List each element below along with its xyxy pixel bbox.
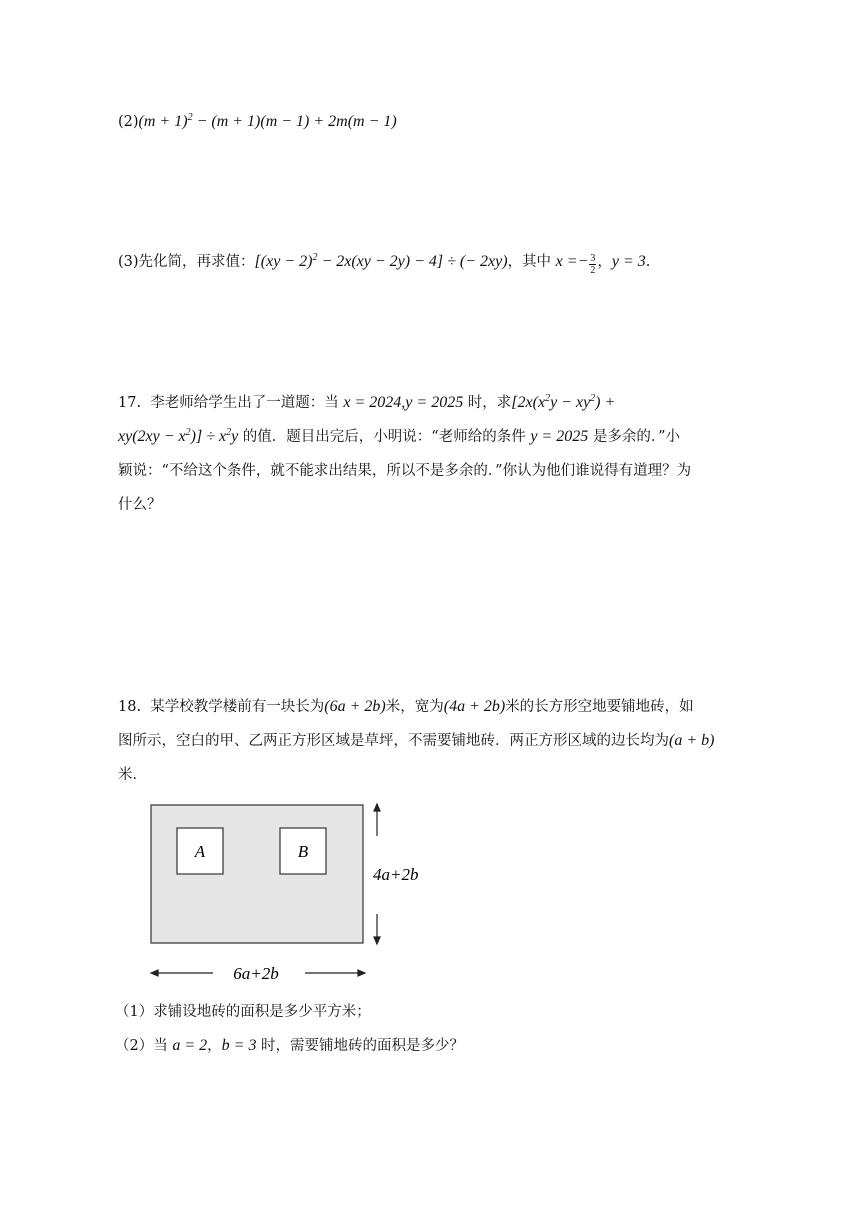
- text-fragment: （2）当: [115, 1038, 173, 1054]
- text-fragment: 时，需要铺地砖的面积是多少？: [256, 1038, 465, 1054]
- rectangle-figure: [140, 798, 440, 993]
- math-expression: x = 2024,y = 2025: [343, 394, 464, 411]
- q17-line-2: [118, 427, 680, 447]
- part-label: (3): [118, 254, 139, 270]
- text-fragment: 的值．题目出完后，小明说：“老师给的条件: [238, 429, 531, 445]
- text-fragment: 米的长方形空地要铺地砖，如: [505, 699, 694, 715]
- q18-line-1: [118, 697, 694, 717]
- text-fragment: ，: [207, 1038, 222, 1054]
- q16-part2: [118, 112, 397, 132]
- height-label: 4a+2b: [373, 865, 419, 884]
- math-expression: (6a + 2b): [324, 698, 386, 715]
- q17-line-3: [118, 461, 691, 481]
- q18-line-3: [118, 765, 147, 785]
- math-expression: $xy(2xy - x^2)] \div x^2y$: [118, 427, 239, 445]
- q17-line-1: [118, 393, 615, 413]
- text-fragment: 什么？: [118, 497, 162, 513]
- question-number: 18.: [118, 699, 142, 715]
- math-y-value: y = 3: [611, 253, 646, 270]
- text-fragment: ，: [597, 254, 612, 270]
- math-expression: b = 3: [221, 1037, 257, 1054]
- q18-sub-1: [115, 1002, 371, 1022]
- width-label: 6a+2b: [233, 964, 279, 983]
- text-fragment: 李老师给学生出了一道题：当: [150, 395, 344, 411]
- q17-line-4: [118, 495, 162, 515]
- text-fragment: ，其中: [507, 254, 556, 270]
- label-b: B: [297, 842, 309, 861]
- math-expression: [(xy − 2)$^2$ − 2x(xy − 2y) − 4] ÷ (− 2xy): [254, 252, 508, 270]
- text-fragment: 图所示，空白的甲、乙两正方形区域是草坪，不需要铺地砖．两正方形区域的边长均为: [118, 733, 669, 749]
- q18-sub-2: [115, 1036, 464, 1056]
- label-a: A: [194, 842, 206, 861]
- math-expression: (4a + 2b): [443, 698, 506, 715]
- fraction: $\frac{3}{2}$: [590, 253, 596, 276]
- text-fragment: 米，宽为: [385, 699, 444, 715]
- math-x-value: x =−: [555, 253, 589, 270]
- math-expression: [$2x(x^2y - xy^2)$ +: [511, 393, 616, 411]
- text-fragment: 时，求: [463, 395, 512, 411]
- part-text: 先化简，再求值：: [138, 254, 255, 270]
- text-fragment: 颖说：“不给这个条件，就不能求出结果，所以不是多余的．”你认为他们谁说得有道理？为: [118, 463, 692, 479]
- text-fragment: 某学校教学楼前有一块长为: [150, 699, 325, 715]
- text-fragment: 是多余的．”小: [588, 429, 681, 445]
- part-label: (2): [118, 114, 139, 130]
- q18-line-2: [118, 731, 714, 751]
- math-expression: (a + b): [669, 732, 715, 749]
- math-expression: a = 2: [172, 1037, 208, 1054]
- math-expression: $(m + 1)^2 - (m + 1)(m - 1) + 2m(m - 1)$: [138, 112, 397, 130]
- question-number: 17.: [118, 395, 142, 411]
- math-expression: y = 2025: [530, 428, 589, 445]
- text-fragment: .: [645, 254, 651, 270]
- q16-part3: [118, 252, 650, 276]
- text-fragment: 米．: [118, 767, 147, 783]
- text-fragment: （1）求铺设地砖的面积是多少平方米；: [115, 1004, 371, 1020]
